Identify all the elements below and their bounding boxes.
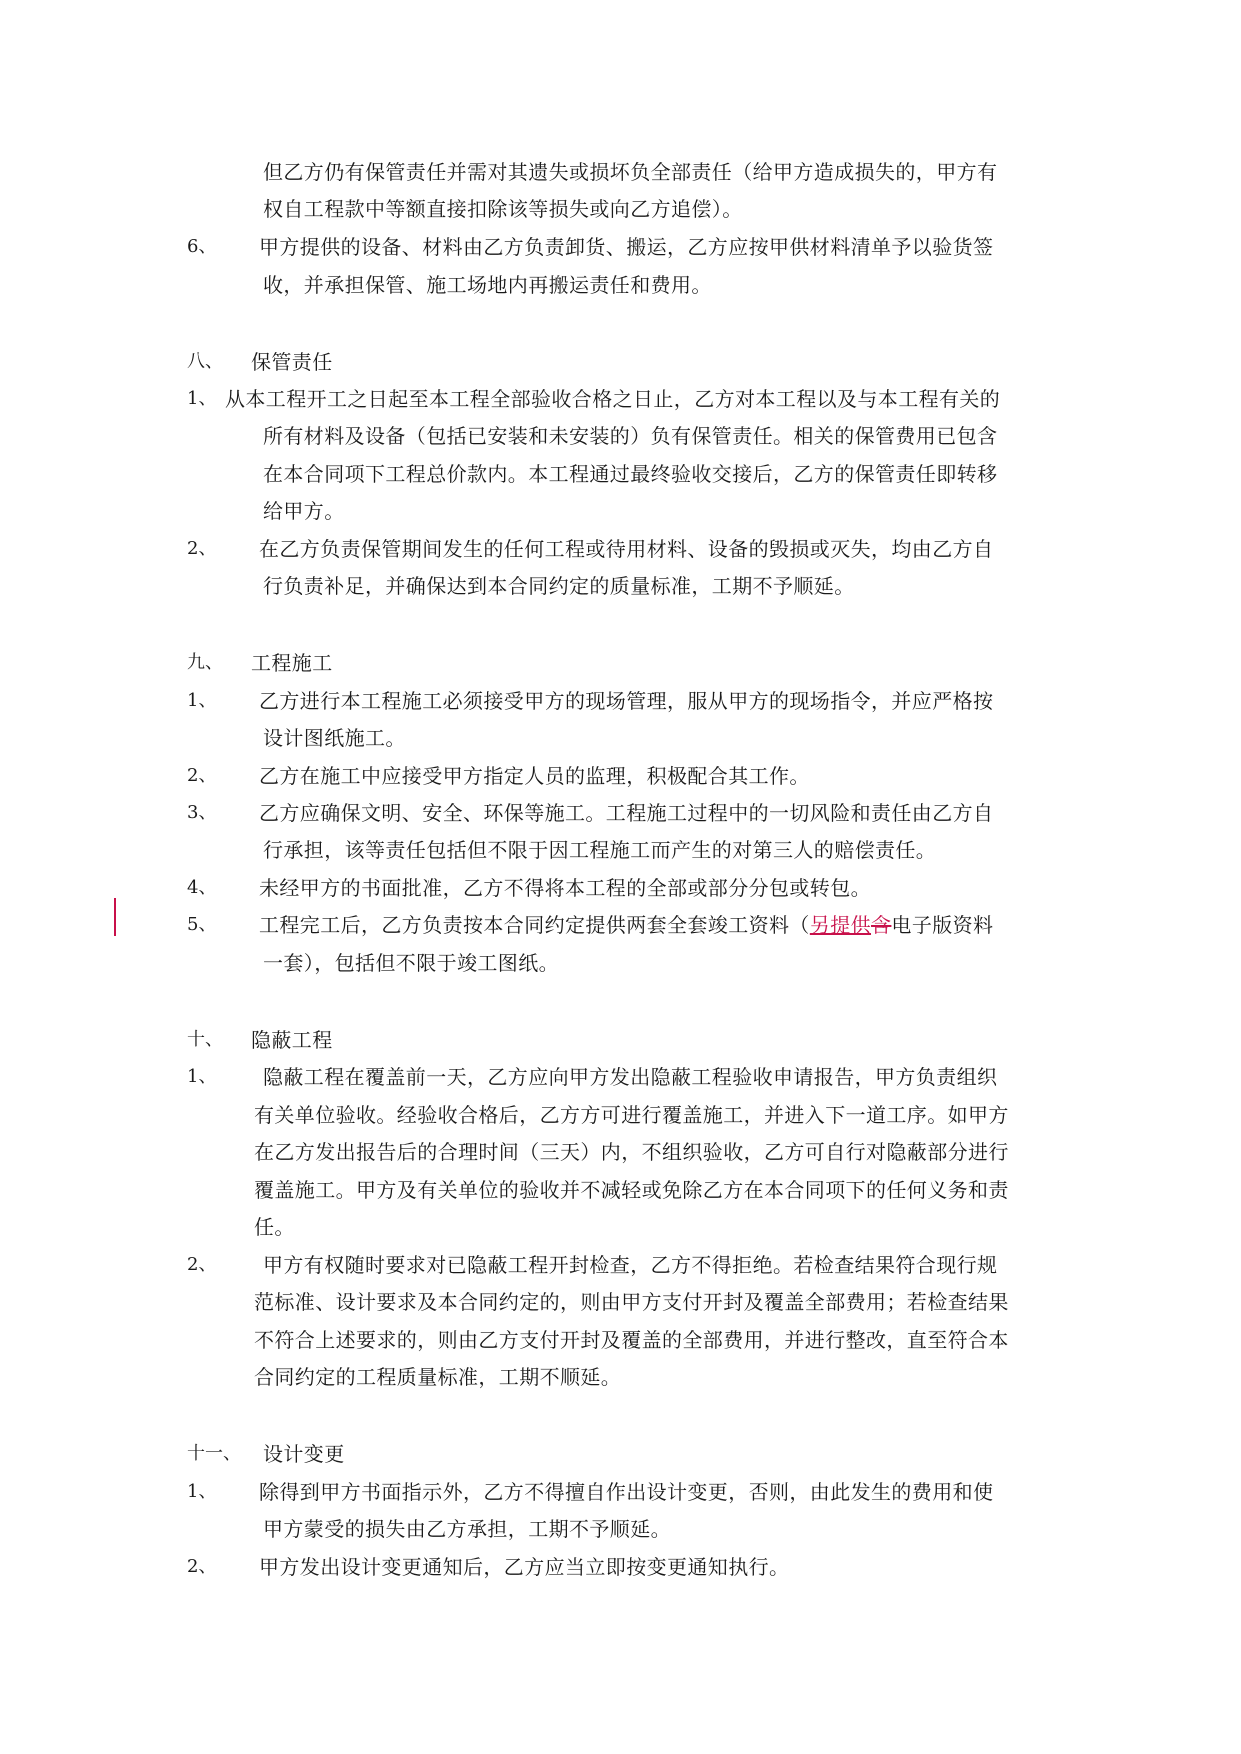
list-item-line: 设计图纸施工。 bbox=[263, 726, 406, 750]
paragraph-line: 权自工程款中等额直接扣除该等损失或向乙方追偿）。 bbox=[263, 197, 743, 221]
list-number: 3、 bbox=[187, 802, 217, 823]
list-item-line: 任。 bbox=[254, 1215, 295, 1239]
list-item-line: 乙方在施工中应接受甲方指定人员的监理，积极配合其工作。 bbox=[259, 764, 810, 788]
list-item-line: 甲方提供的设备、材料由乙方负责卸货、搬运，乙方应按甲供材料清单予以验货签 bbox=[259, 235, 994, 259]
deleted-text: 含 bbox=[871, 913, 892, 937]
list-number: 1、 bbox=[187, 1481, 217, 1502]
section-number: 八、 bbox=[187, 351, 223, 372]
list-item-line: 合同约定的工程质量标准，工期不顺延。 bbox=[254, 1365, 622, 1389]
list-item-line: 行承担，该等责任包括但不限于因工程施工而产生的对第三人的赔偿责任。 bbox=[263, 838, 937, 862]
list-item-line: 甲方蒙受的损失由乙方承担，工期不予顺延。 bbox=[263, 1517, 671, 1541]
list-item-line: 在乙方负责保管期间发生的任何工程或待用材料、设备的毁损或灭失，均由乙方自 bbox=[259, 537, 994, 561]
list-number: 2、 bbox=[187, 538, 217, 559]
section-number: 九、 bbox=[187, 652, 223, 673]
section-heading: 设计变更 bbox=[263, 1442, 345, 1466]
list-number: 1、 bbox=[187, 1066, 217, 1087]
revision-marker-bar bbox=[114, 898, 116, 936]
paragraph-line: 但乙方仍有保管责任并需对其遗失或损坏负全部责任（给甲方造成损失的，甲方有 bbox=[263, 160, 998, 184]
section-heading: 隐蔽工程 bbox=[251, 1028, 333, 1052]
list-item-line: 一套），包括但不限于竣工图纸。 bbox=[263, 951, 559, 975]
section-heading: 保管责任 bbox=[251, 350, 333, 374]
list-number: 1、 bbox=[187, 388, 217, 409]
list-item-line: 乙方应确保文明、安全、环保等施工。工程施工过程中的一切风险和责任由乙方自 bbox=[259, 801, 994, 825]
list-item-line: 所有材料及设备（包括已安装和未安装的）负有保管责任。相关的保管费用已包含 bbox=[263, 424, 998, 448]
list-item-line: 隐蔽工程在覆盖前一天，乙方应向甲方发出隐蔽工程验收申请报告，甲方负责组织 bbox=[263, 1065, 998, 1089]
text-segment: 工程完工后，乙方负责按本合同约定提供两套全套竣工资料（ bbox=[259, 913, 810, 937]
text-segment: 电子版资料 bbox=[891, 913, 994, 937]
list-item-line: 给甲方。 bbox=[263, 499, 345, 523]
list-number: 2、 bbox=[187, 765, 217, 786]
list-item-line: 行负责补足，并确保达到本合同约定的质量标准，工期不予顺延。 bbox=[263, 574, 855, 598]
list-item-line bbox=[259, 910, 993, 940]
list-item-line: 甲方发出设计变更通知后，乙方应当立即按变更通知执行。 bbox=[259, 1555, 790, 1579]
list-item-line: 甲方有权随时要求对已隐蔽工程开封检查，乙方不得拒绝。若检查结果符合现行规 bbox=[263, 1253, 998, 1277]
list-item-line: 覆盖施工。甲方及有关单位的验收并不减轻或免除乙方在本合同项下的任何义务和责 bbox=[254, 1178, 1009, 1202]
list-item-line: 乙方进行本工程施工必须接受甲方的现场管理，服从甲方的现场指令，并应严格按 bbox=[259, 689, 994, 713]
list-item-line: 收，并承担保管、施工场地内再搬运责任和费用。 bbox=[263, 273, 712, 297]
list-number: 2、 bbox=[187, 1556, 217, 1577]
list-item-line: 有关单位验收。经验收合格后，乙方方可进行覆盖施工，并进入下一道工序。如甲方 bbox=[254, 1103, 1009, 1127]
list-item-line: 在本合同项下工程总价款内。本工程通过最终验收交接后，乙方的保管责任即转移 bbox=[263, 462, 998, 486]
section-number: 十一、 bbox=[187, 1443, 241, 1464]
list-item-line: 不符合上述要求的，则由乙方支付开封及覆盖的全部费用，并进行整改，直至符合本 bbox=[254, 1328, 1009, 1352]
list-number: 1、 bbox=[187, 690, 217, 711]
list-number: 5、 bbox=[187, 914, 217, 935]
list-item-line: 从本工程开工之日起至本工程全部验收合格之日止，乙方对本工程以及与本工程有关的 bbox=[225, 387, 1001, 411]
list-item-line: 在乙方发出报告后的合理时间（三天）内，不组织验收，乙方可自行对隐蔽部分进行 bbox=[254, 1140, 1009, 1164]
inserted-text: 另提供 bbox=[809, 913, 872, 937]
section-heading: 工程施工 bbox=[251, 651, 333, 675]
list-item-line: 除得到甲方书面指示外，乙方不得擅自作出设计变更，否则，由此发生的费用和使 bbox=[259, 1480, 994, 1504]
list-number: 6、 bbox=[187, 236, 217, 257]
list-number: 4、 bbox=[187, 877, 217, 898]
section-number: 十、 bbox=[187, 1029, 223, 1050]
list-item-line: 未经甲方的书面批准，乙方不得将本工程的全部或部分分包或转包。 bbox=[259, 876, 871, 900]
list-item-line: 范标准、设计要求及本合同约定的，则由甲方支付开封及覆盖全部费用；若检查结果 bbox=[254, 1290, 1009, 1314]
list-number: 2、 bbox=[187, 1254, 217, 1275]
